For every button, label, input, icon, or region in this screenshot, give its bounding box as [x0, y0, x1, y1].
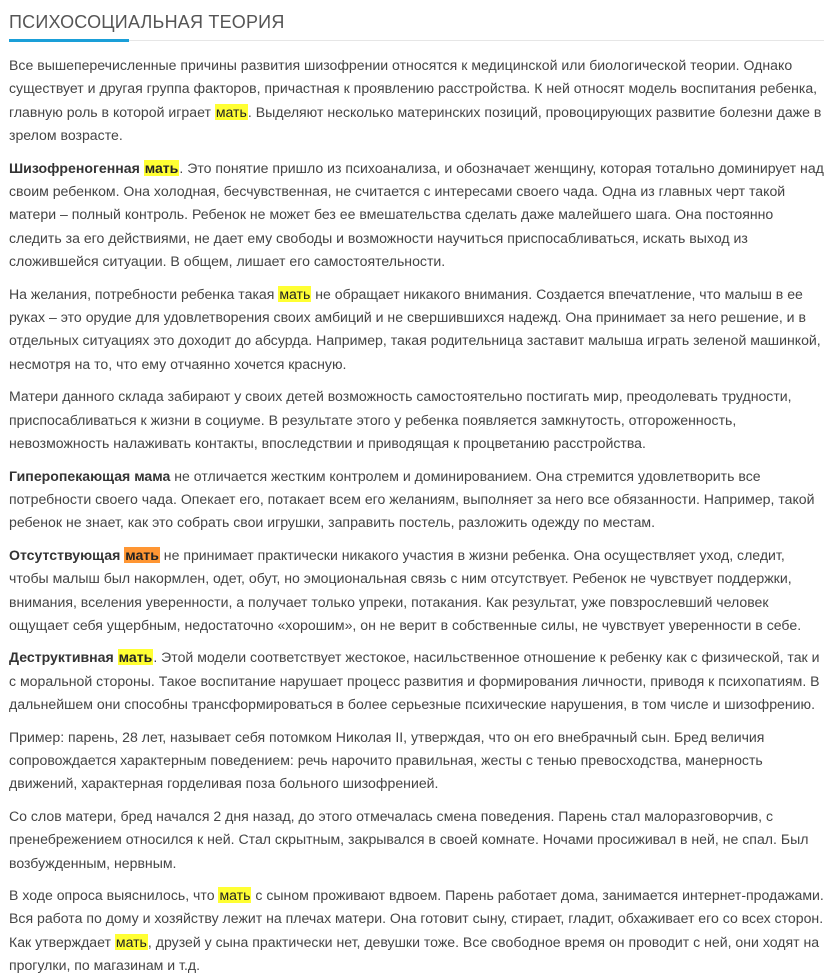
article-paragraph	[9, 544, 824, 638]
paragraph-text: Матери данного склада забирают у своих детей возможность самостоятельно постигать мир, преодолевать трудности, приспосабливаться к жизни в социуме. В результате этого у ребенка появляется замкнутость, отгороженность, невозможность налаживать контакты, впоследствии и приводящая к процветанию расстройства.	[9, 388, 792, 452]
article-paragraph	[9, 465, 824, 535]
paragraph-lead-term: Деструктивная	[9, 649, 118, 666]
search-highlight: мать	[115, 933, 147, 950]
paragraph-text: не отличается жестким контролем и доминированием. Она стремится удовлетворить все потребности своего чада. Опекает его, потакает всем его желаниям, выполняет за него все обязанности. Например, такой ребенок не знает, как это собрать свои игрушки, заправить постель, разложить одежду по местам.	[9, 467, 815, 531]
article-paragraph	[9, 157, 824, 274]
article-paragraph	[9, 805, 824, 875]
search-highlight: мать	[215, 103, 247, 120]
search-highlight: мать	[219, 887, 251, 903]
paragraph-text: не обращает никакого внимания. Создается впечатление, что малыш в ее руках – это орудие для удовлетворения своих амбиций и не свершившихся надежд. Она принимает за него решение, и в отдельных ситуациях это доходит до абсурда. Например, такая родительница заставит малыша играть зеленой машинкой, несмотря на то, что ему отчаянно хочется красную.	[9, 285, 821, 372]
paragraph-text: Пример: парень, 28 лет, называет себя потомком Николая II, утверждая, что он его внебрачный сын. Бред величия сопровождается характерным поведением: речь нарочито правильная, жесты с тенью превосходства, манерность движений, характерная горделивая поза больного шизофренией.	[9, 728, 765, 792]
article-paragraph	[9, 54, 824, 148]
article-header	[9, 10, 824, 41]
article-title: ПСИХОСОЦИАЛЬНАЯ ТЕОРИЯ	[9, 12, 285, 32]
paragraph-text: . Этой модели соответствует жестокое, насильственное отношение к ребенку как с физической, так и с моральной стороны. Такое воспитание нарушает процесс развития и формирования личности, приводя к психопатиям. В дальнейшем они способны трансформироваться в более серьезные психические нарушения, в том числе и шизофрению.	[9, 649, 820, 713]
search-highlight: мать	[125, 546, 159, 563]
paragraph-lead-term: Шизофреногенная	[9, 159, 144, 176]
paragraph-text: Все вышеперечисленные причины развития шизофрении относятся к медицинской или биологической теории. Однако существует и другая группа факторов, причастная к проявлению расстройства. К ней относят модель воспитания ребенка, главную роль в которой играет	[9, 57, 818, 120]
search-highlight: мать	[118, 649, 153, 666]
search-highlight: мать	[279, 285, 311, 302]
article-paragraph	[9, 884, 824, 978]
article-paragraph	[9, 646, 824, 716]
title-underline-accent	[9, 39, 129, 42]
paragraph-text: На желания, потребности ребенка такая	[9, 285, 279, 302]
paragraph-text: . Выделяют несколько материнских позиций, провоцирующих развитие болезни даже в зрелом возрасте.	[9, 103, 822, 144]
paragraph-text: не принимает практически никакого участия в жизни ребенка. Она осуществляет уход, следит, чтобы малыш был накормлен, одет, обут, но эмоциональная связь с ним отсутствует. Ребенок не чувствует поддержки, внимания, вселения уверенности, а получает только упреки, потакания. Как результат, уже повзрослевший человек ощущает себя ущербным, недостаточно «хорошим», он не верит в собственные силы, не чувствует уверенности в себе.	[9, 546, 802, 633]
paragraph-text: с сыном проживают вдвоем. Парень работает дома, занимается интернет-продажами. Вся работа по дому и хозяйству лежит на плечах матери. Она готовит сыну, стирает, гладит, обхаживает его со всех сторон. Как утверждает	[9, 887, 824, 950]
paragraph-text: , друзей у сына практически нет, девушки тоже. Все свободное время он проводит с ней, они ходят на прогулки, по магазинам и т.д.	[9, 933, 820, 974]
paragraph-text: В ходе опроса выяснилось, что	[9, 887, 219, 903]
paragraph-lead-term: Отсутствующая	[9, 546, 125, 563]
search-highlight: мать	[144, 159, 179, 176]
article-paragraph	[9, 385, 824, 455]
article-paragraph	[9, 726, 824, 796]
paragraph-text: . Это понятие пришло из психоанализа, и обозначает женщину, которая тотально доминирует над своим ребенком. Она холодная, бесчувственная, не считается с интересами своего чада. Одна из главных черт такой матери – полный контроль. Ребенок не может без ее вмешательства сделать даже малейшего шага. Она постоянно следить за его действиями, не дает ему свободы и возможности научиться приспосабливаться, искать выход из сложившейся ситуации. В общем, лишает его самостоятельности.	[9, 159, 824, 270]
article-body	[9, 54, 824, 978]
paragraph-text: Со слов матери, бред начался 2 дня назад, до этого отмечалась смена поведения. Парень стал малоразговорчив, с пренебрежением относился к ней. Стал скрытным, закрывался в своей комнате. Ночами просиживал в ней, не спал. Был возбужденным, нервным.	[9, 807, 809, 871]
article-paragraph	[9, 283, 824, 377]
paragraph-lead-term: Гиперопекающая мама	[9, 467, 171, 484]
